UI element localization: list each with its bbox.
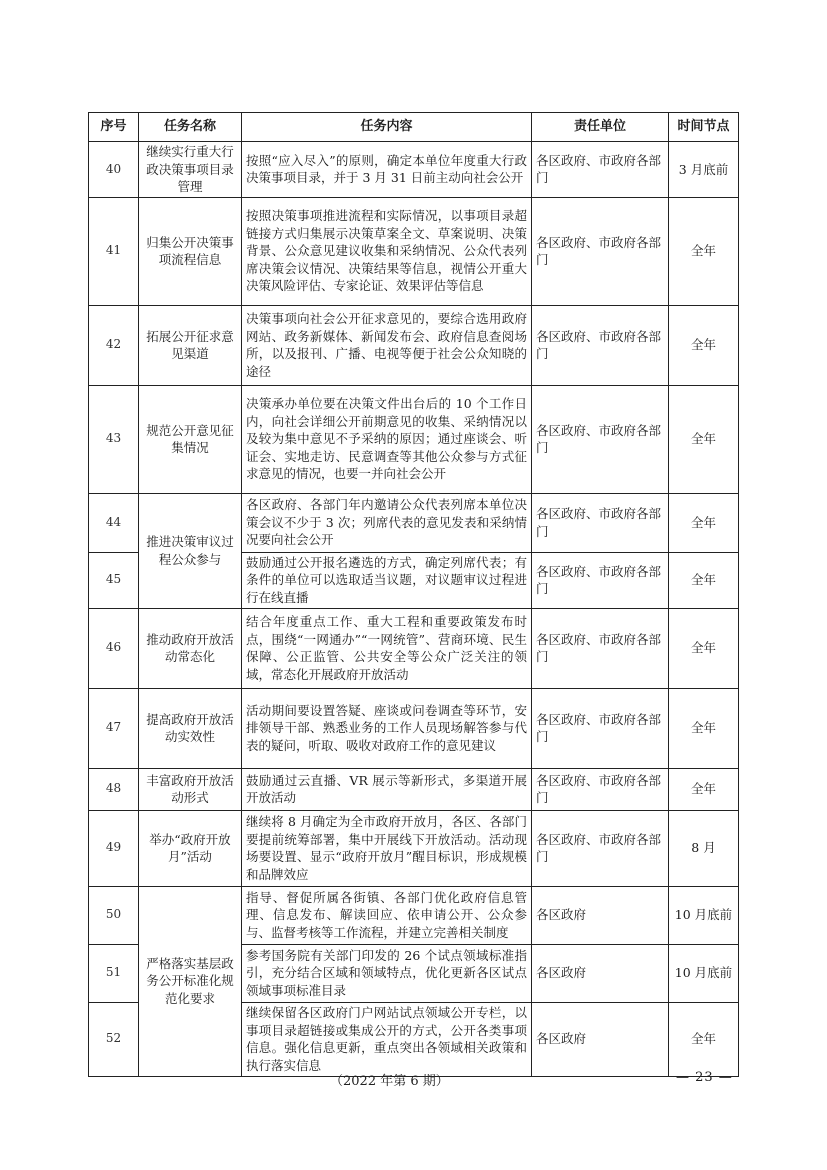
row-unit: 各区政府、市政府各部门 [532,142,669,198]
row-content: 决策事项向社会公开征求意见的，要综合选用政府网站、政务新媒体、新闻发布会、政府信息查阅场所，以及报刊、广播、电视等便于社会公众知晓的途径 [242,305,532,385]
row-time: 10 月底前 [669,944,739,1002]
row-no: 44 [89,493,139,552]
row-time: 8 月 [669,810,739,886]
row-no: 48 [89,768,139,810]
row-no: 50 [89,886,139,944]
row-unit: 各区政府 [532,1002,669,1076]
row-content: 按照决策事项推进流程和实际情况，以事项目录超链接方式归集展示决策草案全文、草案说明、决策背景、公众意见建议收集和采纳情况、公众代表列席决策会议情况、决策结果等信息，视情公开重大决策风险评估、专家论证、效果评估等信息 [242,197,532,305]
row-time: 全年 [669,768,739,810]
table-row [89,197,739,305]
row-time: 10 月底前 [669,886,739,944]
table-row [89,493,739,552]
row-time: 全年 [669,552,739,608]
row-unit: 各区政府、市政府各部门 [532,688,669,768]
table-header-row [89,113,739,142]
row-time: 全年 [669,493,739,552]
row-time: 全年 [669,688,739,768]
row-unit: 各区政府、市政府各部门 [532,385,669,493]
row-content: 按照“应入尽入”的原则，确定本单位年度重大行政决策事项目录，并于 3 月 31 日前主动向社会公开 [242,142,532,198]
row-name: 推进决策审议过程公众参与 [139,493,242,608]
table-row [89,810,739,886]
row-content: 活动期间要设置答疑、座谈或问卷调查等环节，安排领导干部、熟悉业务的工作人员现场解答参与代表的疑问，听取、吸收对政府工作的意见建议 [242,688,532,768]
header-no: 序号 [89,113,139,142]
row-unit: 各区政府、市政府各部门 [532,608,669,688]
row-no: 45 [89,552,139,608]
row-time: 全年 [669,1002,739,1076]
row-content: 各区政府、各部门年内邀请公众代表列席本单位决策会议不少于 3 次；列席代表的意见发表和采纳情况要向社会公开 [242,493,532,552]
row-time: 全年 [669,385,739,493]
header-unit: 责任单位 [532,113,669,142]
row-content: 鼓励通过公开报名遴选的方式，确定列席代表；有条件的单位可以选取适当议题，对议题审议过程进行在线直播 [242,552,532,608]
row-unit: 各区政府、市政府各部门 [532,305,669,385]
row-name: 规范公开意见征集情况 [139,385,242,493]
row-no: 49 [89,810,139,886]
row-unit: 各区政府、市政府各部门 [532,768,669,810]
row-no: 42 [89,305,139,385]
row-no: 41 [89,197,139,305]
row-content: 鼓励通过云直播、VR 展示等新形式，多渠道开展开放活动 [242,768,532,810]
row-no: 40 [89,142,139,198]
table-row [89,385,739,493]
row-no: 43 [89,385,139,493]
table-row [89,886,739,944]
row-unit: 各区政府 [532,944,669,1002]
row-content: 继续将 8 月确定为全市政府开放月，各区、各部门要提前统筹部署，集中开展线下开放活动。活动现场要设置、显示“政府开放月”醒目标识，形成规模和品牌效应 [242,810,532,886]
footer-issue: （2022 年第 6 期） [330,1074,449,1089]
row-name: 拓展公开征求意见渠道 [139,305,242,385]
row-time: 全年 [669,197,739,305]
table-row [89,608,739,688]
header-name: 任务名称 [139,113,242,142]
header-time: 时间节点 [669,113,739,142]
row-name: 提高政府开放活动实效性 [139,688,242,768]
table-row [89,768,739,810]
row-name: 推动政府开放活动常态化 [139,608,242,688]
row-content: 结合年度重点工作、重大工程和重要政策发布时点，围绕“一网通办”“一网统管”、营商环境、民生保障、公正监管、公共安全等公众广泛关注的领域，常态化开展政府开放活动 [242,608,532,688]
row-content: 指导、督促所属各街镇、各部门优化政府信息管理、信息发布、解读回应、依申请公开、公众参与、监督考核等工作流程，并建立完善相关制度 [242,886,532,944]
task-table [88,112,739,1077]
row-name: 丰富政府开放活动形式 [139,768,242,810]
row-unit: 各区政府 [532,886,669,944]
table-row [89,688,739,768]
row-unit: 各区政府、市政府各部门 [532,552,669,608]
row-time: 3 月底前 [669,142,739,198]
row-no: 51 [89,944,139,1002]
row-time: 全年 [669,608,739,688]
row-unit: 各区政府、市政府各部门 [532,493,669,552]
row-content: 参考国务院有关部门印发的 26 个试点领域标准指引，充分结合区域和领域特点，优化更新各区试点领域事项标准目录 [242,944,532,1002]
row-content: 继续保留各区政府门户网站试点领域公开专栏，以事项目录超链接或集成公开的方式，公开各类事项信息。强化信息更新，重点突出各领域相关政策和执行落实信息 [242,1002,532,1076]
row-name: 归集公开决策事项流程信息 [139,197,242,305]
page-number: — 23 — [676,1070,733,1085]
row-name: 举办“政府开放月”活动 [139,810,242,886]
table-row [89,142,739,198]
row-content: 决策承办单位要在决策文件出台后的 10 个工作日内，向社会详细公开前期意见的收集、采纳情况以及较为集中意见不予采纳的原因；通过座谈会、听证会、实地走访、民意调查等其他公众参与方式征求意见的情况，也要一并向社会公开 [242,385,532,493]
table-row [89,305,739,385]
row-name: 严格落实基层政务公开标准化规范化要求 [139,886,242,1076]
row-no: 52 [89,1002,139,1076]
row-no: 46 [89,608,139,688]
row-time: 全年 [669,305,739,385]
header-content: 任务内容 [242,113,532,142]
row-unit: 各区政府、市政府各部门 [532,810,669,886]
row-no: 47 [89,688,139,768]
row-unit: 各区政府、市政府各部门 [532,197,669,305]
row-name: 继续实行重大行政决策事项目录管理 [139,142,242,198]
